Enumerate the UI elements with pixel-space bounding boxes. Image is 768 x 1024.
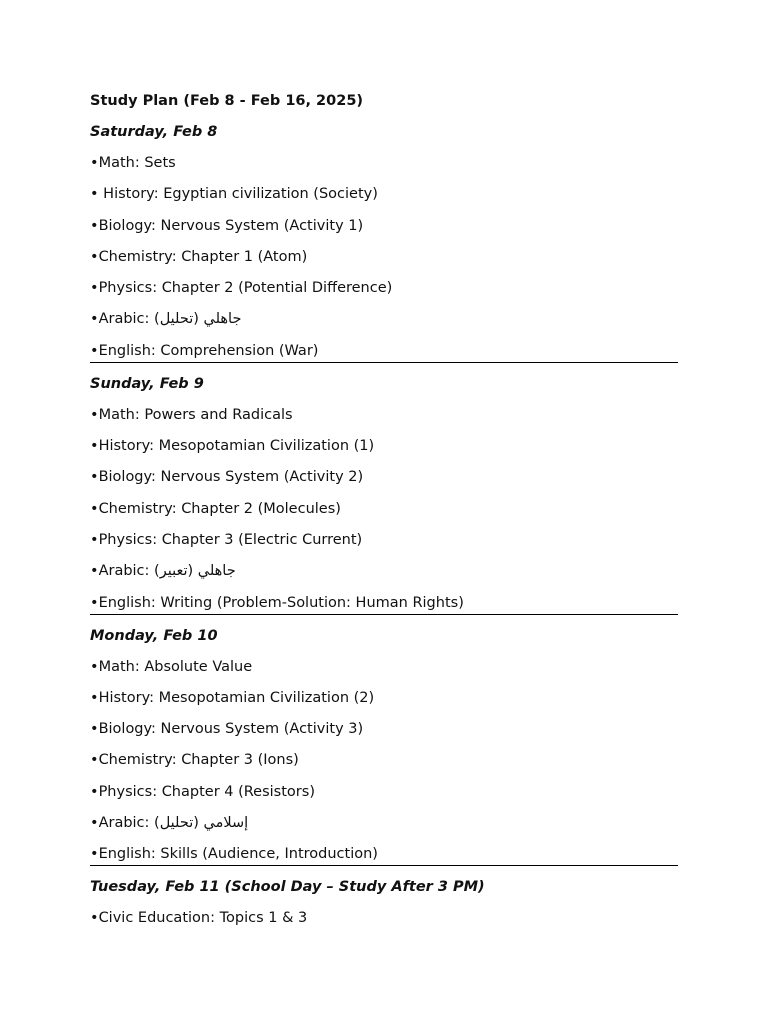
list-item: • History: Egyptian civilization (Society) xyxy=(90,186,378,203)
item-topic: Nervous System (Activity 2) xyxy=(160,469,364,486)
item-topic: Chapter 2 (Potential Difference) xyxy=(161,280,393,297)
day-items xyxy=(90,657,678,865)
day-heading: Saturday, Feb 8 xyxy=(90,124,218,140)
list-item: •Physics: Chapter 4 (Resistors) xyxy=(90,783,315,800)
list-item: •Arabic: إسلامي (تحليل) xyxy=(90,815,249,832)
bullet-icon: • xyxy=(90,689,99,706)
day-section xyxy=(90,626,678,867)
item-subject: Biology xyxy=(98,217,152,234)
item-topic: Chapter 3 (Ions) xyxy=(181,752,299,769)
list-item: •Chemistry: Chapter 2 (Molecules) xyxy=(90,500,341,517)
item-subject: Arabic xyxy=(98,563,145,580)
item-topic: جاهلي (تعبير) xyxy=(154,563,236,580)
item-topic: Powers and Radicals xyxy=(144,406,293,423)
bullet-icon: • xyxy=(90,910,99,927)
day-items xyxy=(90,405,678,613)
bullet-icon: • xyxy=(90,531,99,548)
list-item: •Biology: Nervous System (Activity 3) xyxy=(90,721,364,738)
day-items xyxy=(90,153,678,361)
item-topic: Mesopotamian Civilization (1) xyxy=(158,438,375,455)
list-item: •English: Comprehension (War) xyxy=(90,342,319,359)
item-topic: Sets xyxy=(144,155,176,171)
bullet-icon: • xyxy=(90,217,99,234)
bullet-icon: • xyxy=(90,721,99,738)
item-topic: Chapter 1 (Atom) xyxy=(181,248,308,265)
list-item: •English: Skills (Audience, Introduction) xyxy=(90,846,378,863)
bullet-icon: • xyxy=(90,783,99,800)
item-subject: Physics xyxy=(98,531,153,548)
list-item: •Math: Powers and Radicals xyxy=(90,406,293,423)
item-topic: Egyptian civilization (Society) xyxy=(163,186,378,203)
item-subject: Math xyxy=(98,155,135,171)
item-topic: Skills (Audience, Introduction) xyxy=(160,846,378,863)
item-topic: جاهلي (تحليل) xyxy=(154,311,242,328)
item-subject: Physics xyxy=(98,280,153,297)
document-title: Study Plan (Feb 8 - Feb 16, 2025) xyxy=(90,93,364,109)
list-item: •English: Writing (Problem-Solution: Human Rights) xyxy=(90,594,464,611)
day-section xyxy=(90,877,678,928)
bullet-icon: • xyxy=(90,438,99,455)
item-topic: Chapter 2 (Molecules) xyxy=(181,500,341,517)
item-subject: English xyxy=(98,594,151,611)
list-item: •Civic Education: Topics 1 & 3 xyxy=(90,910,308,927)
bullet-icon: • xyxy=(90,658,99,675)
item-subject: English xyxy=(98,342,151,359)
bullet-icon: • xyxy=(90,311,99,328)
day-heading: Sunday, Feb 9 xyxy=(90,375,204,392)
list-item: •Physics: Chapter 2 (Potential Difference) xyxy=(90,280,393,297)
bullet-icon: • xyxy=(90,406,99,423)
item-subject: Biology xyxy=(98,469,152,486)
item-subject: History xyxy=(103,186,154,203)
bullet-icon: • xyxy=(90,846,99,863)
item-topic: Chapter 4 (Resistors) xyxy=(161,783,315,800)
bullet-icon: • xyxy=(90,186,99,203)
bullet-icon: • xyxy=(90,469,99,486)
bullet-icon: • xyxy=(90,563,99,580)
list-item: •Arabic: جاهلي (تحليل) xyxy=(90,311,242,328)
item-topic: Writing (Problem-Solution: Human Rights) xyxy=(160,594,464,611)
item-topic: Absolute Value xyxy=(144,658,253,675)
item-topic: Topics 1 & 3 xyxy=(219,910,308,927)
item-subject: Chemistry xyxy=(98,248,172,265)
day-sections xyxy=(90,122,678,928)
item-topic: Chapter 3 (Electric Current) xyxy=(161,531,363,548)
item-topic: Nervous System (Activity 1) xyxy=(160,217,364,234)
bullet-icon: • xyxy=(90,280,99,297)
list-item: •Chemistry: Chapter 1 (Atom) xyxy=(90,248,308,265)
list-item: •Chemistry: Chapter 3 (Ions) xyxy=(90,752,299,769)
item-topic: Nervous System (Activity 3) xyxy=(160,721,364,738)
item-subject: Chemistry xyxy=(98,500,172,517)
item-subject: Arabic xyxy=(98,815,145,832)
item-subject: History xyxy=(98,438,150,455)
list-item: •Physics: Chapter 3 (Electric Current) xyxy=(90,531,363,548)
day-section xyxy=(90,122,678,363)
list-item: •Arabic: جاهلي (تعبير) xyxy=(90,563,236,580)
item-subject: Civic Education xyxy=(98,910,211,927)
list-item: •Biology: Nervous System (Activity 2) xyxy=(90,469,364,486)
bullet-icon: • xyxy=(90,815,99,832)
bullet-icon: • xyxy=(90,248,99,265)
document-body xyxy=(90,91,678,940)
bullet-icon: • xyxy=(90,752,99,769)
item-subject: English xyxy=(98,846,151,863)
list-item: •Biology: Nervous System (Activity 1) xyxy=(90,217,364,234)
item-topic: Comprehension (War) xyxy=(160,342,319,359)
section-divider xyxy=(90,865,678,866)
section-divider xyxy=(90,362,678,363)
item-subject: Chemistry xyxy=(98,752,172,769)
item-topic: إسلامي (تحليل) xyxy=(154,815,249,832)
day-heading: Tuesday, Feb 11 (School Day – Study After 3 PM) xyxy=(90,879,485,896)
bullet-icon: • xyxy=(90,594,99,611)
item-subject: Math xyxy=(98,658,135,675)
bullet-icon: • xyxy=(90,342,99,359)
bullet-icon: • xyxy=(90,155,99,171)
item-subject: Biology xyxy=(98,721,152,738)
list-item: •History: Mesopotamian Civilization (2) xyxy=(90,689,375,706)
item-subject: Math xyxy=(98,406,135,423)
item-subject: Physics xyxy=(98,783,153,800)
day-section xyxy=(90,374,678,615)
section-divider xyxy=(90,614,678,615)
list-item: •Math: Absolute Value xyxy=(90,658,253,675)
list-item: •Math: Sets xyxy=(90,155,176,171)
list-item: •History: Mesopotamian Civilization (1) xyxy=(90,438,375,455)
item-subject: Arabic xyxy=(98,311,145,328)
item-subject: History xyxy=(98,689,150,706)
day-heading: Monday, Feb 10 xyxy=(90,627,218,644)
bullet-icon: • xyxy=(90,500,99,517)
item-topic: Mesopotamian Civilization (2) xyxy=(158,689,375,706)
day-items xyxy=(90,908,678,928)
